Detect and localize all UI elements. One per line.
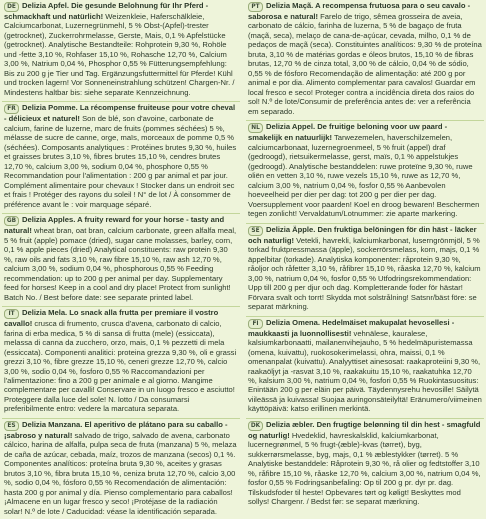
flag-pt-icon: PT [248,2,263,12]
block-body: Son de blé, son d'avoine, carbonate de calcium, farine de luzerne, marc de fruits (pommes séchées) 5 %, mélasse de sucre de canne, orge, maïs, morceaux de pomme 0,5 % (séchées). Composants analytiques : Protéines brutes 9,30 %, huiles et graisses brutes 3,10 %, fibres brutes 15,10 %, cendres brutes 12,70 %, calcium 3,00 %, sodium 0,04 %, phosphore 0,55 % Recommandation pour l'alimentation : 200 g par animal et par jour. Complément alimentaire pour chevaux ! Stocker dans un endroit sec et frais ! Protéger des rayons du soleil ! N° de lot / À consommer de préférence avant le : voir marquage séparé. [4,114,237,209]
flag-se-icon: SE [248,226,263,236]
block-heading: Delizia Omena. Hedelmäiset makupalat hevosellesi - maukkaasti ja luonnollisesti! [248,317,455,338]
block-heading: Delizia Maçã. A recompensa frutuosa para o seu cavalo - saborosa e natural! [248,1,471,21]
flag-fr-icon: FR [4,104,19,114]
block-text [248,1,482,116]
text-block-nl [246,120,484,221]
flag-it-icon: IT [4,309,19,319]
block-heading: Delizia Äpple. Den fruktiga belöningen för din häst - läcker och naturlig! [248,224,477,245]
flag-es-icon: ES [4,421,19,431]
text-block-fr [2,101,240,212]
text-block-it [2,306,240,417]
block-text [4,308,238,414]
block-text [4,420,238,516]
block-heading: Delizia Manzana. El aperitivo de plátano para su caballo - ¡sabroso y natural! [4,419,228,440]
text-block-pt [246,0,484,119]
left-column [2,0,240,519]
flag-nl-icon: NL [248,123,263,133]
block-text [248,122,482,218]
flag-dk-icon: DK [248,421,263,431]
block-body: salvado de trigo, salvado de avena, carbonato cálcico, harina de alfalfa, pulpa seca de fruta (manzana) 5 %, melaza de caña de azúcar, cebada, maíz, trozos de manzana (secos) 0,1 %. Componentes analíticos: proteína bruta 9,30 %, aceites y grasas brutos 3,10 %, fibra bruta 15,10 %, ceniza bruta 12,70 %, calcio 3,00 %, sodio 0,04 %, fósforo 0,55 % Recomendación de alimentación: hasta 200 g por animal y día. Pienso complementario para caballos! ¡Almacene en un lugar fresco y seco! ¡Protéjase de la radiación solar! N.º de lote / Caducidad: véase la identificación separada. [4,430,237,516]
text-block-dk [246,418,484,510]
block-body: Hvedeklid, havreskalsklid, kalciumkarbonat, lucernegrønmel, 5 % frugt-(æble)-kvas (tørret), byg, sukkerrørsmelasse, byg, majs, 0,1 % æblestykker (tørret). 5 % Analytiske bestanddele: Råprotein 9,30 %, rå olier og fedtstoffer 3,10 %, råfibre 15,10 %, råaske 12,70 %, calcium 3,00 %, natrium 0,04 %, fosfor 0,55 % Fodringsanbefaling: Op til 200 g pr. dyr pr. dag. Tilskudsfoder til heste! Opbevares tørt og køligt! Beskyttes mod sollys! Chargenr. / Bedst før: se separat mærkning. [248,430,481,507]
flag-gb-icon: GB [4,216,19,226]
block-heading: Delizia Apples. A fruity reward for your horse - tasty and natural! [4,215,225,236]
block-text [248,420,482,507]
block-body: Tarwezemelen, haverschilzemelen, calciumcarbonaat, luzernegroenmeel, 5 % fruit (appel) draf (gedroogd), rietsuikermelasse, gerst, maïs, 0,1 % appelstukjes (gedroogd). Analytische bestanddelen: ruwe proteïne 9,30 %, ruwe oliën en vetten 3,10 %, ruwe vezels 15,10 %, ruwe as 12,70 %, calcium 3,00 %, natrium 0,04 %, fosfor 0,55 % Aanbevolen hoeveelheid per dier per dag: tot 200 g per dier per dag. Voersupplement voor paarden! Koel en droog bewaren! Beschermen tegen zonlicht! Vervaldatum/Lotnummer: zie aparte markering. [248,133,480,219]
text-block-es [2,418,240,519]
block-text [248,225,482,312]
flag-de-icon: DE [4,2,19,12]
block-text [4,215,238,302]
block-body: Weizenkleie, Haferschälkleie, Calciumcarbonat, Luzernegrünmehl, 5 % Obst-(Apfel)-trester (getrocknet), Zuckerrohrmelasse, Gerste, Mais, 0,1 % Apfelstücke (getrocknet). Analytische Bestandteile: Rohprotein 9,30 %, Rohöle und -fette 3,10 %, Rohfaser 15,10 %, Rohasche 12,70 %, Calcium 3,00 %, Natrium 0,04 %, Phosphor 0,55 % Fütterungsempfehlung: Bis zu 200 g je Tier und Tag. Ergänzungsfuttermittel für Pferde! Kühl und trocken lagern! Vor Sonneneinstrahlung schützen! Chargen-Nr. / Mindestens haltbar bis: siehe separate Kennzeichnung. [4,12,235,97]
text-block-se [246,223,484,315]
block-body: crusca di frumento, crusca d'avena, carbonato di calcio, farina di erba medica, 5 % di sansa di frutta (mele) (essiccata), melassa di canna da zucchero, orzo, mais, 0,1 % pezzetti di mela (essiccata). Componenti analitici: proteina grezza 9,30 %, oli e grassi grezzi 3,10 %, fibre grezze 15,10 %, ceneri grezze 12,70 %, calcio 3,00 %, sodio 0,04 %, fosforo 0,55 % Raccomandazioni per l'alimentazione: fino a 200 g per animale e al giorno. Mangime complementare per cavalli! Conservare in un luogo fresco e asciutto! Proteggere dalla luce del sole! N. lotto / Da consumarsi preferibilmente entro: vedere la marcatura separata. [4,319,237,414]
flag-fi-icon: FI [248,319,263,329]
block-heading: Delizia æbler. Den frugtige belønning til din hest - smagfuld og naturlig! [248,419,481,440]
block-body: Farelo de trigo, sêmea grosseira de aveia, carbonato de cálcio, farinha de luzerna, 5 % de bagaço de fruta (maçã, seca), melaço de cana-de-açúcar, cevada, milho, 0,1 % de pedaços de maçã (seca). Constituintes analíticos: 9,30 % de proteína bruta, 3,10 % de matérias gordas e óleos brutos, 15,10 % de fibras brutas, 12,70 % de cinza total, 3,00 % de cálcio, 0,04 % de sódio, 0,55 % de fósforo Recomendação de alimentação: até 200 g por animal e por dia. Alimento complementar para cavalos! Guardar em local fresco e seco! Proteger contra a incidência direta dos raios do sol! N.º de lote/Consumir de preferência antes de: ver a referência em separado. [248,12,482,116]
block-text [4,103,238,209]
block-heading: Delizia Pomme. La récompense fruiteuse pour votre cheval - délicieux et naturel! [4,103,236,124]
right-column [246,0,484,519]
text-block-gb [2,213,240,305]
text-block-fi [246,316,484,417]
block-heading: Delizia Appel. De fruitige beloning voor uw paard - smakelijk en natuurlijk! [248,122,448,143]
text-block-de [2,0,240,100]
block-body: Vetekli, havrekli, kalciumkarbonat, luserngrönmjöl, 5 % torkad fruktpressmassa (äpple), sockerrörsmelass, korn, majs, 0,1 % äppelbitar (torkade). Analytiska komponenter: råprotein 9,30 %, råoljor och råfetter 3,10 %, råfibrer 15,10 %, råaska 12,70 %, kalcium 3,00 %, natrium 0,04 %, fosfor 0,55 % Utfodringsrekommendation: Upp till 200 g per djur och dag. Kompletterande foder för hästar! Förvara svalt och torrt! Skydda mot solstrålning! Satsnr/bäst före: se separat märkning. [248,235,481,312]
block-text [248,318,482,414]
block-heading: Delizia Mela. Lo snack alla frutta per premiare il vostro cavallo! [4,308,219,329]
block-body: vehnälese, kauralese, kalsiumkarbonaatti, mailanenvihejauho, 5 % hedelmäpuristemassa (omena, kuivattu), ruokosokerimelassi, ohra, maissi, 0,1 % omenanpalat (kuivattu). Analyyttiset ainesosat: raakaproteiini 9,30 %, raakaöljyt ja -rasvat 3,10 %, raakakuitu 15,10 %, raakatuhka 12,70 %, kalsium 3,00 %, natrium 0,04 %, fosfori 0,55 % Ruokintasuositus: Enintään 200 g per eläin per päivä. Täydennysrehu hevosille! Säilytä viileässä ja kuivassa! Suojaa auringonsäteilyltä! Eränumero/viimeinen käyttöpäivä: katso erillinen merkintä. [248,328,482,414]
block-text [4,1,238,97]
block-heading: Delizia Apfel. Die gesunde Belohnung für Ihr Pferd - schmackhaft und natürlich! [4,1,209,21]
block-body: wheat bran, oat bran, calcium carbonate, green alfalfa meal, 5 % fruit (apple) pomace (dried), sugar cane molasses, barley, corn, 0,1 % apple pieces (dried) Analytical constituents: raw protein 9,30 %, raw oils and fats 3,10 %, raw fibre 15,10 %, raw ash 12,70 %, calcium 3,00 %, sodium 0,04 %, phosphorous 0,55 % Feeding recommendation: up to 200 g per animal per day. Supplementary feed for horses! Keep in a cool and dry place! Protect from sunlight! Batch No. / Best before date: see separate printed label. [4,226,237,302]
